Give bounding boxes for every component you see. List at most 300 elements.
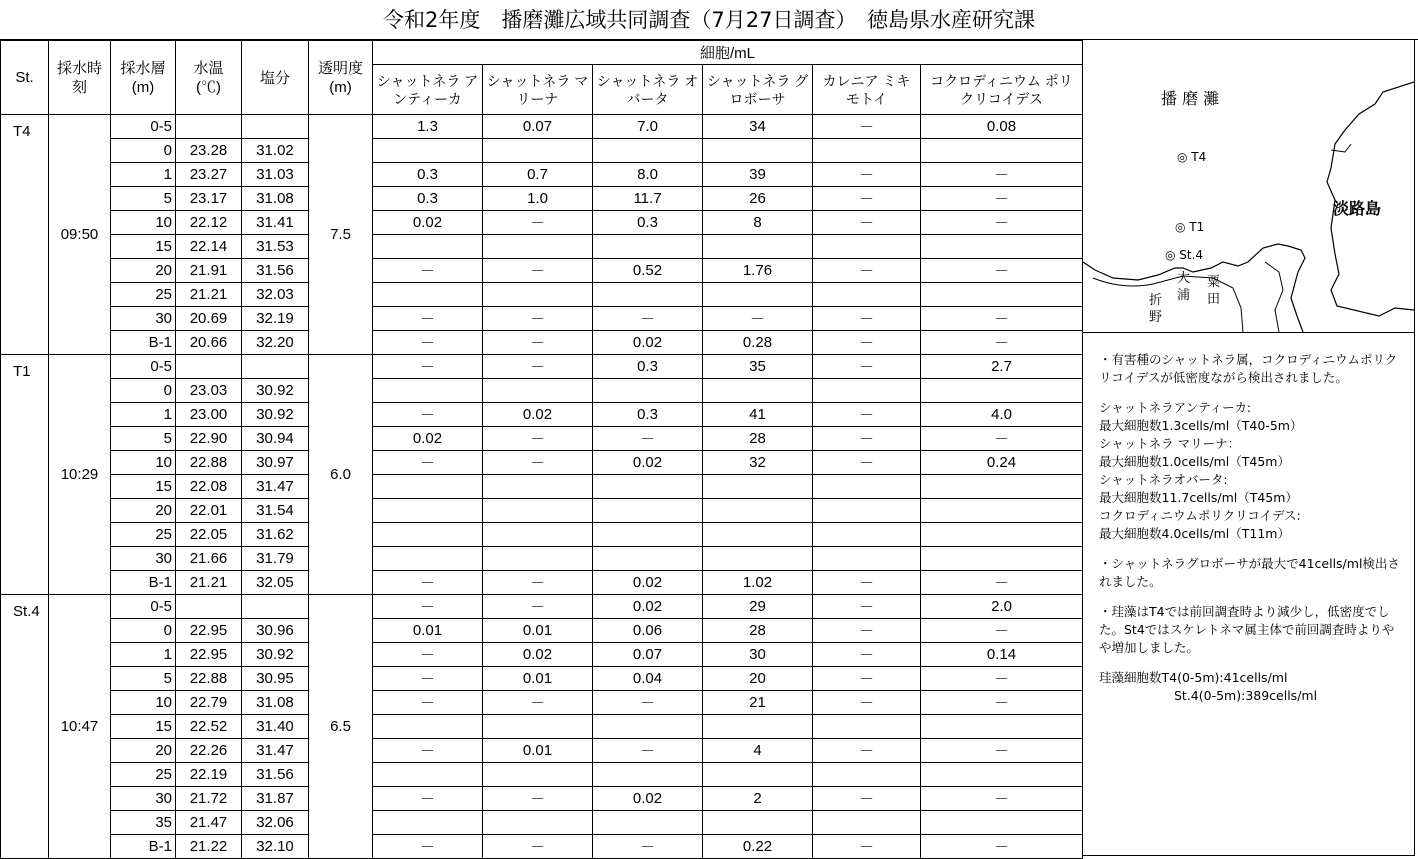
cell-count: 0.02 — [483, 403, 593, 427]
cell-count — [593, 811, 703, 835]
note-diatoms: ・珪藻はT4では前回調査時より減少し，低密度でした。St4ではスケレトネマ属主体で前回調査時よりやや増加しました。 — [1099, 604, 1395, 655]
cell-count — [921, 379, 1083, 403]
depth-cell: 10 — [111, 211, 176, 235]
bay-line — [1265, 262, 1283, 332]
cell-count: － — [593, 739, 703, 763]
table-row — [1, 427, 1083, 451]
cell-count: － — [373, 403, 483, 427]
cell-count: － — [813, 619, 921, 643]
cell-count: － — [483, 211, 593, 235]
salinity-cell: 31.41 — [242, 211, 309, 235]
cell-count: 0.52 — [593, 259, 703, 283]
table-row — [1, 235, 1083, 259]
cell-count: － — [483, 835, 593, 859]
note-diatom-count-st4: St.4(0-5m):389cells/ml — [1174, 688, 1318, 703]
depth-cell: B-1 — [111, 571, 176, 595]
header-transparency: 透明度 (m) — [309, 41, 373, 115]
cell-count: － — [813, 787, 921, 811]
temp-cell — [176, 595, 242, 619]
depth-cell: 0 — [111, 619, 176, 643]
cell-count — [703, 715, 813, 739]
table-row — [1, 163, 1083, 187]
cell-count: － — [483, 259, 593, 283]
cell-count: 34 — [703, 115, 813, 139]
cell-count: － — [921, 835, 1083, 859]
cell-count — [813, 715, 921, 739]
table-row — [1, 403, 1083, 427]
depth-cell: 15 — [111, 715, 176, 739]
salinity-cell: 31.56 — [242, 259, 309, 283]
header-cells: 細胞/mL — [373, 41, 1083, 65]
depth-cell: 15 — [111, 235, 176, 259]
cell-count — [703, 763, 813, 787]
depth-cell: 5 — [111, 187, 176, 211]
cell-count: － — [813, 331, 921, 355]
cell-count: 4.0 — [921, 403, 1083, 427]
cell-count: － — [703, 307, 813, 331]
cell-count — [703, 475, 813, 499]
depth-cell: 0 — [111, 379, 176, 403]
temp-cell: 22.79 — [176, 691, 242, 715]
cell-count: 1.02 — [703, 571, 813, 595]
cell-count — [921, 475, 1083, 499]
cell-count — [373, 475, 483, 499]
cell-count — [373, 235, 483, 259]
cell-count — [593, 499, 703, 523]
cell-count — [813, 811, 921, 835]
cell-count — [373, 523, 483, 547]
cell-count: 11.7 — [593, 187, 703, 211]
table-row — [1, 379, 1083, 403]
cell-count: － — [813, 307, 921, 331]
salinity-cell: 32.06 — [242, 811, 309, 835]
cell-count: 0.02 — [373, 427, 483, 451]
cell-count: 4 — [703, 739, 813, 763]
cell-count: － — [813, 187, 921, 211]
header-species-1: シャットネラ アンティーカ — [373, 65, 483, 115]
table-row — [1, 523, 1083, 547]
cell-count — [593, 475, 703, 499]
header-species-6: コクロディニウム ポリクリコイデス — [921, 65, 1083, 115]
salinity-cell: 30.96 — [242, 619, 309, 643]
table-row — [1, 211, 1083, 235]
salinity-cell: 30.97 — [242, 451, 309, 475]
cell-count: 0.28 — [703, 331, 813, 355]
cell-count — [483, 283, 593, 307]
header-species-2: シャットネラ マリーナ — [483, 65, 593, 115]
cell-count — [921, 547, 1083, 571]
temp-cell: 22.90 — [176, 427, 242, 451]
depth-cell: 35 — [111, 811, 176, 835]
temp-cell: 22.95 — [176, 619, 242, 643]
cell-count: － — [483, 355, 593, 379]
cell-count — [593, 523, 703, 547]
cell-count: － — [373, 835, 483, 859]
cell-count: 0.02 — [593, 331, 703, 355]
temp-cell: 23.00 — [176, 403, 242, 427]
cell-count: － — [373, 307, 483, 331]
cell-count: 0.01 — [483, 619, 593, 643]
table-row — [1, 667, 1083, 691]
cell-count — [373, 811, 483, 835]
header-time: 採水時刻 — [49, 41, 111, 115]
cell-count: － — [373, 571, 483, 595]
transparency-cell: 6.0 — [309, 355, 373, 595]
cell-count — [921, 811, 1083, 835]
salinity-cell: 30.92 — [242, 643, 309, 667]
temp-cell: 22.95 — [176, 643, 242, 667]
cell-count — [593, 715, 703, 739]
cell-count: － — [921, 739, 1083, 763]
depth-cell: 30 — [111, 307, 176, 331]
cell-count: － — [813, 115, 921, 139]
cell-count: － — [813, 571, 921, 595]
cell-count: － — [483, 331, 593, 355]
cell-count: 0.02 — [593, 595, 703, 619]
temp-cell — [176, 355, 242, 379]
cell-count — [813, 763, 921, 787]
salinity-cell: 31.53 — [242, 235, 309, 259]
cell-count: － — [373, 259, 483, 283]
map-place-oura: 大 浦 — [1177, 271, 1191, 303]
cell-count — [593, 763, 703, 787]
temp-cell: 21.91 — [176, 259, 242, 283]
station-name: T4 — [1, 115, 49, 355]
cell-count — [813, 379, 921, 403]
cell-count: 0.3 — [373, 187, 483, 211]
salinity-cell: 30.92 — [242, 379, 309, 403]
temp-cell: 22.52 — [176, 715, 242, 739]
map-sea-label: 播 磨 灘 — [1161, 89, 1220, 108]
sampling-time: 10:29 — [49, 355, 111, 595]
note-line: 最大細胞数1.3cells/ml（T40-5m） — [1099, 418, 1303, 433]
cell-count — [921, 283, 1083, 307]
cell-count: － — [921, 691, 1083, 715]
cell-count: 0.3 — [373, 163, 483, 187]
cell-count: 0.04 — [593, 667, 703, 691]
cell-count: － — [373, 691, 483, 715]
temp-cell: 21.22 — [176, 835, 242, 859]
cell-count: － — [373, 451, 483, 475]
cell-count: － — [921, 163, 1083, 187]
depth-cell: 20 — [111, 499, 176, 523]
cell-count: 2 — [703, 787, 813, 811]
cell-count: － — [813, 403, 921, 427]
cell-count: － — [373, 667, 483, 691]
table-row — [1, 547, 1083, 571]
cell-count: － — [813, 643, 921, 667]
cell-count: － — [483, 571, 593, 595]
cell-count — [483, 523, 593, 547]
temp-cell: 21.47 — [176, 811, 242, 835]
depth-cell: 25 — [111, 523, 176, 547]
cell-count: － — [921, 787, 1083, 811]
map-point-st4: ◎ St.4 — [1165, 248, 1204, 262]
cell-count — [593, 139, 703, 163]
note-line: 最大細胞数4.0cells/ml（T11m） — [1099, 526, 1290, 541]
cell-count: 2.7 — [921, 355, 1083, 379]
note-max-cells-list — [1099, 399, 1406, 543]
temp-cell: 20.69 — [176, 307, 242, 331]
cell-count — [483, 547, 593, 571]
cell-count: － — [593, 307, 703, 331]
table-row — [1, 787, 1083, 811]
cell-count — [483, 499, 593, 523]
depth-cell: 10 — [111, 691, 176, 715]
table-row — [1, 451, 1083, 475]
temp-cell: 22.88 — [176, 667, 242, 691]
cell-count — [703, 379, 813, 403]
cell-count: － — [813, 667, 921, 691]
cell-count — [921, 499, 1083, 523]
table-row — [1, 571, 1083, 595]
map-point-t1: ◎ T1 — [1175, 220, 1205, 234]
salinity-cell: 31.08 — [242, 691, 309, 715]
salinity-cell: 32.20 — [242, 331, 309, 355]
cell-count — [593, 235, 703, 259]
cell-count: － — [921, 571, 1083, 595]
cell-count: 0.14 — [921, 643, 1083, 667]
header-temp: 水温 (℃) — [176, 41, 242, 115]
salinity-cell: 31.56 — [242, 763, 309, 787]
cell-count — [703, 499, 813, 523]
table-row — [1, 691, 1083, 715]
header-salinity: 塩分 — [242, 41, 309, 115]
cell-count: 0.02 — [593, 787, 703, 811]
salinity-cell: 32.10 — [242, 835, 309, 859]
cell-count — [373, 499, 483, 523]
map-island-label: 淡路島 — [1333, 199, 1382, 218]
table-row — [1, 763, 1083, 787]
table-row — [1, 811, 1083, 835]
note-line: 最大細胞数1.0cells/ml（T45m） — [1099, 454, 1290, 469]
temp-cell: 23.27 — [176, 163, 242, 187]
salinity-cell: 30.92 — [242, 403, 309, 427]
temp-cell: 22.12 — [176, 211, 242, 235]
cell-count — [373, 763, 483, 787]
table-row — [1, 715, 1083, 739]
cell-count: － — [593, 835, 703, 859]
cell-count — [483, 475, 593, 499]
transparency-cell: 7.5 — [309, 115, 373, 355]
cell-count: 0.01 — [483, 667, 593, 691]
table-row — [1, 259, 1083, 283]
cell-count — [703, 523, 813, 547]
map-place-aota: 粟 田 — [1207, 275, 1221, 307]
cell-count: － — [373, 595, 483, 619]
depth-cell: 30 — [111, 547, 176, 571]
cell-count: － — [813, 451, 921, 475]
salinity-cell — [242, 115, 309, 139]
cell-count: － — [921, 307, 1083, 331]
cell-count: － — [921, 667, 1083, 691]
cell-count — [483, 139, 593, 163]
coastline-map — [1083, 40, 1414, 332]
cell-count — [593, 547, 703, 571]
cell-count: － — [813, 835, 921, 859]
cell-count: 8 — [703, 211, 813, 235]
salinity-cell: 32.19 — [242, 307, 309, 331]
cell-count: － — [373, 355, 483, 379]
cell-count: － — [483, 787, 593, 811]
cell-count: 7.0 — [593, 115, 703, 139]
temp-cell: 21.21 — [176, 283, 242, 307]
salinity-cell: 31.40 — [242, 715, 309, 739]
temp-cell: 22.14 — [176, 235, 242, 259]
note-line: 最大細胞数11.7cells/ml（T45m） — [1099, 490, 1298, 505]
cell-count — [483, 379, 593, 403]
cell-count: 0.07 — [593, 643, 703, 667]
cell-count — [703, 283, 813, 307]
header-species-4: シャットネラ グロボーサ — [703, 65, 813, 115]
depth-cell: 15 — [111, 475, 176, 499]
cell-count: 1.0 — [483, 187, 593, 211]
temp-cell: 22.08 — [176, 475, 242, 499]
notes-panel — [1082, 333, 1415, 856]
map-point-t4: ◎ T4 — [1177, 150, 1207, 164]
page-title: 令和2年度 播磨灘広域共同調査（7月27日調査） 徳島県水産研究課 — [0, 0, 1418, 40]
header-species-5: カレニア ミキモトイ — [813, 65, 921, 115]
cell-count: － — [921, 187, 1083, 211]
header-depth: 採水層 (m) — [111, 41, 176, 115]
header-species-3: シャットネラ オバータ — [593, 65, 703, 115]
cell-count: － — [373, 787, 483, 811]
cell-count: － — [373, 739, 483, 763]
cell-count: － — [921, 259, 1083, 283]
cell-count — [373, 547, 483, 571]
cell-count — [921, 763, 1083, 787]
cell-count: － — [813, 211, 921, 235]
temp-cell: 20.66 — [176, 331, 242, 355]
depth-cell: 1 — [111, 163, 176, 187]
note-line: シャットネラアンティーカ: — [1099, 400, 1252, 415]
salinity-cell: 31.47 — [242, 739, 309, 763]
table-row — [1, 307, 1083, 331]
map-place-orino: 折 野 — [1149, 293, 1163, 325]
cell-count: 0.02 — [593, 451, 703, 475]
temp-cell: 22.05 — [176, 523, 242, 547]
temp-cell: 21.66 — [176, 547, 242, 571]
table-row — [1, 499, 1083, 523]
depth-cell: B-1 — [111, 835, 176, 859]
table-row — [1, 475, 1083, 499]
depth-cell: 1 — [111, 403, 176, 427]
depth-cell: 0-5 — [111, 595, 176, 619]
salinity-cell: 32.05 — [242, 571, 309, 595]
cell-count — [813, 283, 921, 307]
table-row — [1, 283, 1083, 307]
cell-count: － — [593, 691, 703, 715]
cell-count: － — [813, 739, 921, 763]
depth-cell: 20 — [111, 259, 176, 283]
cell-count — [703, 811, 813, 835]
cell-count: 39 — [703, 163, 813, 187]
note-harmful-species: ・有害種のシャットネラ属，コクロディニウムポリクリコイデスが低密度ながら検出されました。 — [1099, 352, 1398, 385]
salinity-cell: 31.54 — [242, 499, 309, 523]
salinity-cell: 31.87 — [242, 787, 309, 811]
note-diatom-count-t4: 珪藻細胞数T4(0-5m):41cells/ml — [1099, 670, 1288, 685]
cell-count — [703, 139, 813, 163]
cell-count: 29 — [703, 595, 813, 619]
temp-cell: 23.03 — [176, 379, 242, 403]
cell-count: 0.01 — [373, 619, 483, 643]
cell-count: 0.22 — [703, 835, 813, 859]
cell-count: 0.02 — [593, 571, 703, 595]
depth-cell: 0-5 — [111, 115, 176, 139]
salinity-cell — [242, 595, 309, 619]
cell-count — [483, 763, 593, 787]
cell-count: 0.07 — [483, 115, 593, 139]
sampling-time: 10:47 — [49, 595, 111, 859]
cell-count: 0.3 — [593, 211, 703, 235]
salinity-cell: 30.94 — [242, 427, 309, 451]
depth-cell: 25 — [111, 283, 176, 307]
cell-count: 0.24 — [921, 451, 1083, 475]
depth-cell: 0 — [111, 139, 176, 163]
cell-count — [813, 499, 921, 523]
depth-cell: 30 — [111, 787, 176, 811]
cell-count: － — [813, 427, 921, 451]
cell-count: － — [921, 211, 1083, 235]
table-row — [1, 331, 1083, 355]
depth-cell: 0-5 — [111, 355, 176, 379]
table-row — [1, 619, 1083, 643]
salinity-cell: 31.03 — [242, 163, 309, 187]
cell-count: － — [813, 595, 921, 619]
cell-count: 0.3 — [593, 403, 703, 427]
cell-count: 21 — [703, 691, 813, 715]
cell-count: 30 — [703, 643, 813, 667]
salinity-cell: 30.95 — [242, 667, 309, 691]
depth-cell: 10 — [111, 451, 176, 475]
transparency-cell: 6.5 — [309, 595, 373, 859]
cell-count: 0.02 — [483, 643, 593, 667]
note-line: シャットネラ マリーナ： — [1099, 436, 1241, 451]
table-row — [1, 835, 1083, 859]
cell-count — [921, 523, 1083, 547]
table-row — [1, 739, 1083, 763]
cell-count: 41 — [703, 403, 813, 427]
cell-count: 0.3 — [593, 355, 703, 379]
cell-count — [813, 475, 921, 499]
depth-cell: B-1 — [111, 331, 176, 355]
cell-count: － — [373, 643, 483, 667]
cell-count — [373, 379, 483, 403]
cell-count: 26 — [703, 187, 813, 211]
temp-cell: 21.21 — [176, 571, 242, 595]
location-map — [1082, 40, 1415, 333]
temp-cell: 22.26 — [176, 739, 242, 763]
cell-count: 28 — [703, 619, 813, 643]
cell-count: － — [921, 619, 1083, 643]
depth-cell: 20 — [111, 739, 176, 763]
header-station: St. — [1, 41, 49, 115]
cell-count: 28 — [703, 427, 813, 451]
cell-count: － — [483, 691, 593, 715]
cell-count — [921, 235, 1083, 259]
cell-count: 0.02 — [373, 211, 483, 235]
depth-cell: 1 — [111, 643, 176, 667]
cell-count: 2.0 — [921, 595, 1083, 619]
cell-count — [813, 235, 921, 259]
table-row — [1, 115, 1083, 139]
note-globosa: ・シャットネラグロボーサが最大で41cells/ml検出されました。 — [1099, 556, 1400, 589]
cell-count — [813, 523, 921, 547]
cell-count: 32 — [703, 451, 813, 475]
survey-table — [0, 40, 1083, 859]
salinity-cell: 31.02 — [242, 139, 309, 163]
table-row — [1, 595, 1083, 619]
